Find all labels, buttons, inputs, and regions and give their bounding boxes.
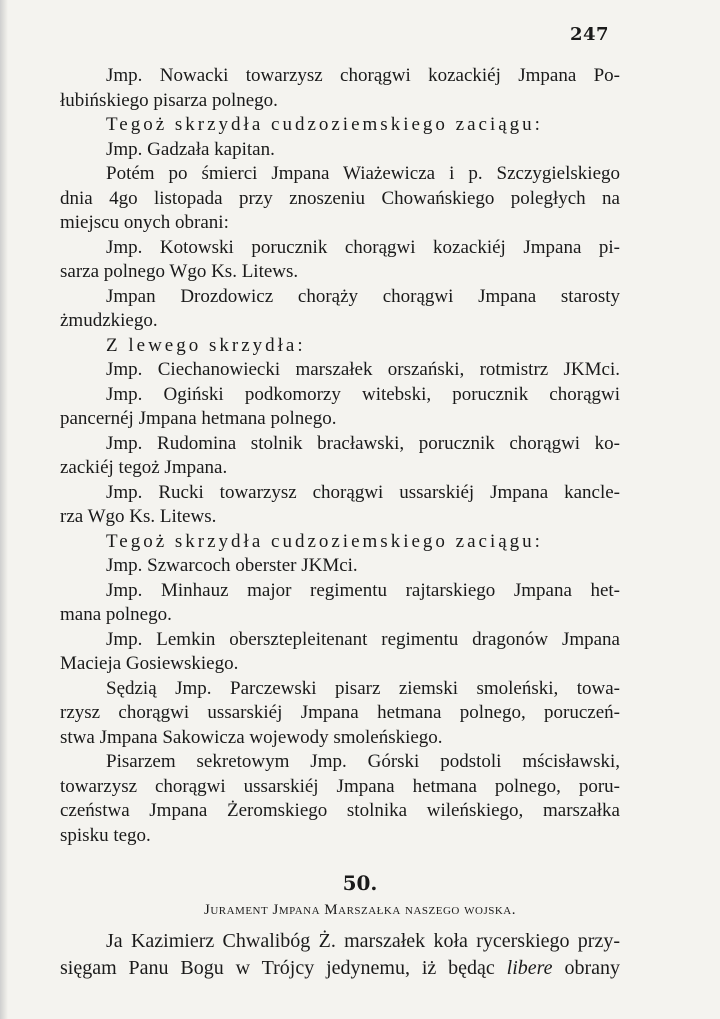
page-edge-shadow [0,0,8,1019]
text-line: Tegoż skrzydła cudzoziemskiego zaciągu: [106,114,543,135]
text-line: Jmpan Drozdowicz chorąży chorągwi Jmpana starosty [106,285,620,307]
body-text-segment: sięgam Panu Bogu w Trójcy jedynemu, iż będąc [60,957,507,979]
text-line: pancernéj Jmpana hetmana polnego. [60,408,337,429]
text-line: Jmp. Ciechanowiecki marszałek orszański, rotmistrz JKMci. [106,359,620,380]
text-line: czeństwa Jmpana Żeromskiego stolnika wileńskiego, marszałka [60,800,620,821]
text-line: Jmp. Kotowski porucznik chorągwi kozackiéj Jmpana pi- [106,236,620,258]
text-line: sarza polnego Wgo Ks. Litews. [60,261,299,282]
body-text-segment: obrany [552,957,620,979]
text-line: Z lewego skrzydła: [106,334,306,356]
section-body [60,928,620,982]
text-line: stwa Jmpana Sakowicza wojewody smoleńskiego. [60,726,443,748]
text-line: rzysz chorągwi ussarskiéj Jmpana hetmana polnego, poruczeń- [60,702,620,723]
text-line: mana polnego. [60,604,172,625]
text-line: rza Wgo Ks. Litews. [60,506,217,527]
text-line: Potém po śmierci Jmpana Wiażewicza i p. Szczygielskiego [106,163,620,184]
text-line: miejscu onych obrani: [60,212,229,233]
text-line: Jmp. Minhauz major regimentu rajtarskiego Jmpana het- [106,579,620,601]
text-line: Jmp. Ogiński podkomorzy witebski, porucznik chorągwi [106,383,620,405]
text-line: spisku tego. [60,824,151,846]
text-line: Jmp. Gadzała kapitan. [106,138,275,160]
section-body-line: Ja Kazimierz Chwalibóg Ż. marszałek koła rycerskiego przy- [106,930,620,952]
text-line: żmudzkiego. [60,310,158,331]
text-line: Jmp. Rucki towarzysz chorągwi ussarskiéj Jmpana kancle- [106,481,620,503]
text-line: Jmp. Szwarcoch oberster JKMci. [106,555,358,576]
text-line: zackiéj tegoż Jmpana. [60,457,228,478]
text-line: Jmp. Rudomina stolnik bracławski, porucznik chorągwi ko- [106,432,620,454]
italic-word: libere [506,957,553,979]
text-line: Macieja Gosiewskiego. [60,653,239,674]
text-line: towarzysz chorągwi ussarskiéj Jmpana hetmana polnego, poru- [60,775,620,797]
text-line: Jmp. Lemkin obersztерleitenant regimentu dragonów Jmpana [106,628,620,650]
text-line: Jmp. Nowacki towarzysz chorągwi kozackiéj Jmpana Po- [106,65,620,86]
text-block [60,64,620,848]
section-body-line [60,955,620,982]
text-line: dnia 4go listopada przy znoszeniu Chowańskiego poległych na [60,187,620,209]
section-number: 50. [342,871,378,895]
text-line: Pisarzem sekretowym Jmp. Górski podstoli mścisławski, [106,751,620,772]
text-line: łubińskiego pisarza polnego. [60,89,278,111]
page-number: 247 [570,24,610,45]
text-line: Tegoż skrzydła cudzoziemskiego zaciągu: [106,530,543,552]
text-line: Sędzią Jmp. Parczewski pisarz ziemski smoleński, towa- [106,677,620,699]
section-heading: Jurament Jmpana Marszałka naszego wojska. [204,902,516,918]
